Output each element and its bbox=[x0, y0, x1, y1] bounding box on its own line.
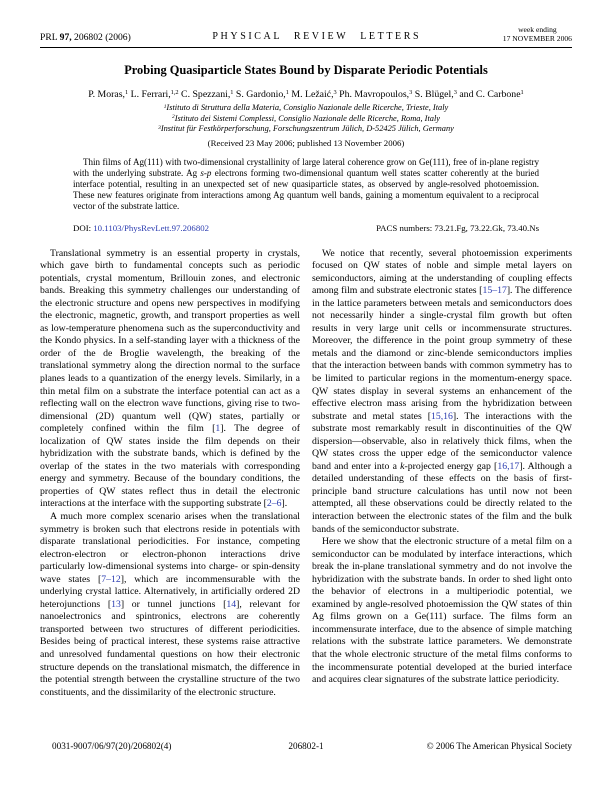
reference-link[interactable]: 1 bbox=[215, 423, 221, 435]
paragraph bbox=[40, 511, 300, 699]
authors-line bbox=[40, 89, 572, 100]
header-rule bbox=[40, 47, 572, 48]
text-run: Istituto di Struttura della Materia, Consiglio Nazionale delle Ricerche, Trieste, Italy bbox=[166, 103, 449, 113]
text-run: 206802 (2006) bbox=[71, 32, 131, 44]
paper-title: Probing Quasiparticle States Bound by Disparate Periodic Potentials bbox=[124, 63, 488, 78]
italic-text: p bbox=[206, 167, 212, 178]
text-run: electrons forming two-dimensional quantum well states scatter coherently at the buried interface potential, resulting in an unexpected set of new quasiparticle states, as observed by angle-resolved photoemission. These new features originate from interactions among Ag quantum well bands, gaining a momentum equivalent to a reciprocal vector of the substrate lattice. bbox=[73, 167, 540, 211]
superscript-marker: 3 bbox=[158, 124, 161, 131]
article-body bbox=[40, 248, 572, 700]
text-run: - bbox=[203, 167, 207, 178]
text-run: M. Ležaić, bbox=[288, 89, 334, 101]
affiliation-line bbox=[40, 114, 572, 125]
text-run: ], which are incommensurable with the underlying crystal lattice. Alternatively, in artificially ordered 2D heterojunctions [ bbox=[40, 573, 300, 610]
superscript-marker: 1 bbox=[125, 89, 129, 97]
abstract-text bbox=[73, 157, 539, 212]
italic-text: k bbox=[400, 460, 405, 472]
affiliation-line bbox=[40, 103, 572, 114]
superscript-marker: 3 bbox=[333, 89, 337, 97]
right-column bbox=[312, 248, 572, 700]
text-run: -projected energy gap [ bbox=[404, 460, 498, 472]
footer-page-number: 206802-1 bbox=[288, 741, 324, 751]
reference-link[interactable]: 2–6 bbox=[266, 498, 282, 510]
superscript-marker: 1 bbox=[520, 89, 524, 97]
superscript-marker: 1,2 bbox=[170, 89, 179, 97]
reference-link[interactable]: 14 bbox=[226, 598, 237, 610]
text-run: ], relevant for nanoelectronics and spintronics, electrons are coherently transported between two structures of different periodicities. Besides being of practical interest, these systems raise attractive and unresolved fundamental questions on how their electronic structure depends on the translational mismatch, the difference in the potential strength between the crystalline structure of the two constituents, and the dissimilarity of the electronic structure. bbox=[40, 598, 301, 698]
week-ending-label: week ending bbox=[518, 25, 557, 34]
doi-label: DOI: bbox=[73, 222, 94, 233]
doi-pacs-row bbox=[73, 223, 539, 233]
text-run: C. Spezzani, bbox=[178, 89, 231, 101]
journal-reference bbox=[40, 32, 131, 43]
reference-link[interactable]: 15,16 bbox=[430, 410, 453, 422]
reference-link[interactable]: 13 bbox=[111, 598, 121, 610]
text-run: ]. The difference in the lattice parameters between metals and semiconductors does not necessarily hinder a single-crystal film growth but often results in very large unit cells or incommensurate structures. Moreover, the difference in the point group symmetry of these metals and the diamond or zinc-blende semiconductors implies that the interaction between bands with common symmetry has to be limited to particular regions in the momentum-energy space. QW states display in several systems an enhancement of the effective electron mass arising from the hybridization between substrate and metal states [ bbox=[312, 285, 572, 422]
text-run: PRL bbox=[40, 32, 60, 44]
reference-link[interactable]: 16,17 bbox=[497, 460, 520, 472]
paragraph bbox=[312, 248, 572, 537]
text-run: We notice that recently, several photoemission experiments focused on QW states of noble and simple metal layers on semiconductors, aiming at the understanding of coupling effects among film and substrate electronic states [ bbox=[312, 247, 572, 297]
week-ending-date: 17 NOVEMBER 2006 bbox=[502, 33, 572, 43]
text-run: Istituto dei Sistemi Complessi, Consiglio Nazionale delle Ricerche, Roma, Italy bbox=[174, 113, 441, 123]
received-line: (Received 23 May 2006; published 13 November 2006) bbox=[207, 137, 405, 148]
reference-link[interactable]: 7–12 bbox=[101, 573, 121, 585]
text-run: P. Moras, bbox=[88, 89, 126, 101]
week-ending bbox=[503, 26, 572, 43]
text-run: S. Gardonio, bbox=[233, 89, 286, 101]
paragraph bbox=[312, 536, 572, 687]
text-run: A much more complex scenario arises when the translational symmetry is broken such that electrons reside in potentials with disparate translational periodicities. For instance, competing electron-electron or electron-phonon interactions drive particularly low-dimensional systems into charge- or spin-density wave states [ bbox=[40, 510, 300, 585]
reference-link[interactable]: 15–17 bbox=[482, 285, 507, 297]
text-run: L. Ferrari, bbox=[128, 89, 171, 101]
text-run: ] or tunnel junctions [ bbox=[120, 598, 227, 610]
italic-text: s bbox=[200, 167, 204, 178]
doi-line bbox=[73, 223, 209, 233]
doi-link[interactable]: 10.1103/PhysRevLett.97.206802 bbox=[93, 222, 210, 233]
superscript-marker: 2 bbox=[171, 114, 175, 121]
text-run: Here we show that the electronic structure of a metal film on a semiconductor can be modulated by interface interactions, which break the in-plane translational symmetry and do not involve the hybridization with the substrate bands. In order to shed light onto the behavior of electrons in a multiperiodic potential, we examined by angle-resolved photoemission the QW states of thin Ag films grown on a Ge(111) surface. The films form an incommensurate interface, due to the absence of simple matching relations with the substrate lattice parameters. We demonstrate that the whole electronic structure of the metal films conforms to the incommensurate potential developed at the buried interface and acquires clear signatures of the substrate lattice periodicity. bbox=[312, 536, 572, 686]
paragraph bbox=[40, 248, 300, 511]
pacs-numbers: PACS numbers: 73.21.Fg, 73.22.Gk, 73.40.Ns bbox=[376, 222, 539, 233]
text-run: Ph. Mavropoulos, bbox=[336, 89, 410, 101]
superscript-marker: 1 bbox=[230, 89, 234, 97]
text-run: and C. Carbone bbox=[456, 89, 521, 101]
superscript-marker: 3 bbox=[453, 89, 457, 97]
text-run: ]. The degree of localization of QW states inside the film depends on their hybridization with the substrate bands, which is defined by the overlap of the states in the two materials with corresponding energy and symmetry. Because of the boundary conditions, the properties of QW states reflect thus in detail the electronic interactions at the interface with the supporting substrate [ bbox=[40, 423, 300, 510]
footer-copyright: © 2006 The American Physical Society bbox=[426, 741, 572, 751]
text-run: Institut für Festkörperforschung, Forschungszentrum Jülich, D-52425 Jülich, Germany bbox=[160, 124, 454, 134]
affiliation-line bbox=[40, 124, 572, 135]
left-column bbox=[40, 248, 300, 700]
bold-text: 97, bbox=[59, 32, 72, 44]
superscript-marker: 3 bbox=[409, 89, 413, 97]
superscript-marker: 1 bbox=[163, 103, 167, 110]
page-header bbox=[40, 26, 572, 47]
text-run: Translational symmetry is an essential property in crystals, which gave birth to fundamental concepts such as periodic potentials, crystal momentum, Brillouin zones, and electronic bands. Breaking this symmetry challenges our understanding of the electronic structure and opens new perspectives in modifying the electronic, magnetic, growth, and transport properties as well as low-temperature phenomena such as the superconductivity and the Kondo physics. In a self-standing layer with a thickness of the order of the de Broglie wavelength, the breaking of the translational symmetry along the direction normal to the surface planes leads to a quantization of the energy levels. Similarly, in a thin metal film on a substrate the interface potential can act as a reflecting wall on the electron wave functions, giving rise to two-dimensional (2D) quantum well (QW) states, partially or completely confined within the film [ bbox=[40, 247, 300, 435]
text-run: ]. bbox=[281, 498, 288, 510]
text-run: Thin films of Ag(111) with two-dimensional crystallinity of large lateral coherence grow on Ge(111), free of in-plane registry with the underlying substrate. Ag bbox=[73, 156, 539, 178]
superscript-marker: 1 bbox=[285, 89, 289, 97]
text-run: S. Blügel, bbox=[412, 89, 454, 101]
journal-name: PHYSICAL REVIEW LETTERS bbox=[212, 31, 422, 43]
text-run: ]. Although a detailed understanding of these effects on the basis of first-principle band structure calculations has until now not been attempted, all these observations could be directly related to the interaction between the electronic states of the film and the bulk bands of the semiconductor substrate. bbox=[312, 460, 572, 535]
footer-issn: 0031-9007/06/97(20)/206802(4) bbox=[52, 741, 172, 751]
text-run: ]. The interactions with the substrate most remarkably result in discontinuities of the QW dispersion—observable, also in relatively thick films, when the QW states cross the upper edge of the semiconductor valence band and enter into a bbox=[312, 410, 572, 472]
affiliations-block bbox=[40, 103, 572, 135]
